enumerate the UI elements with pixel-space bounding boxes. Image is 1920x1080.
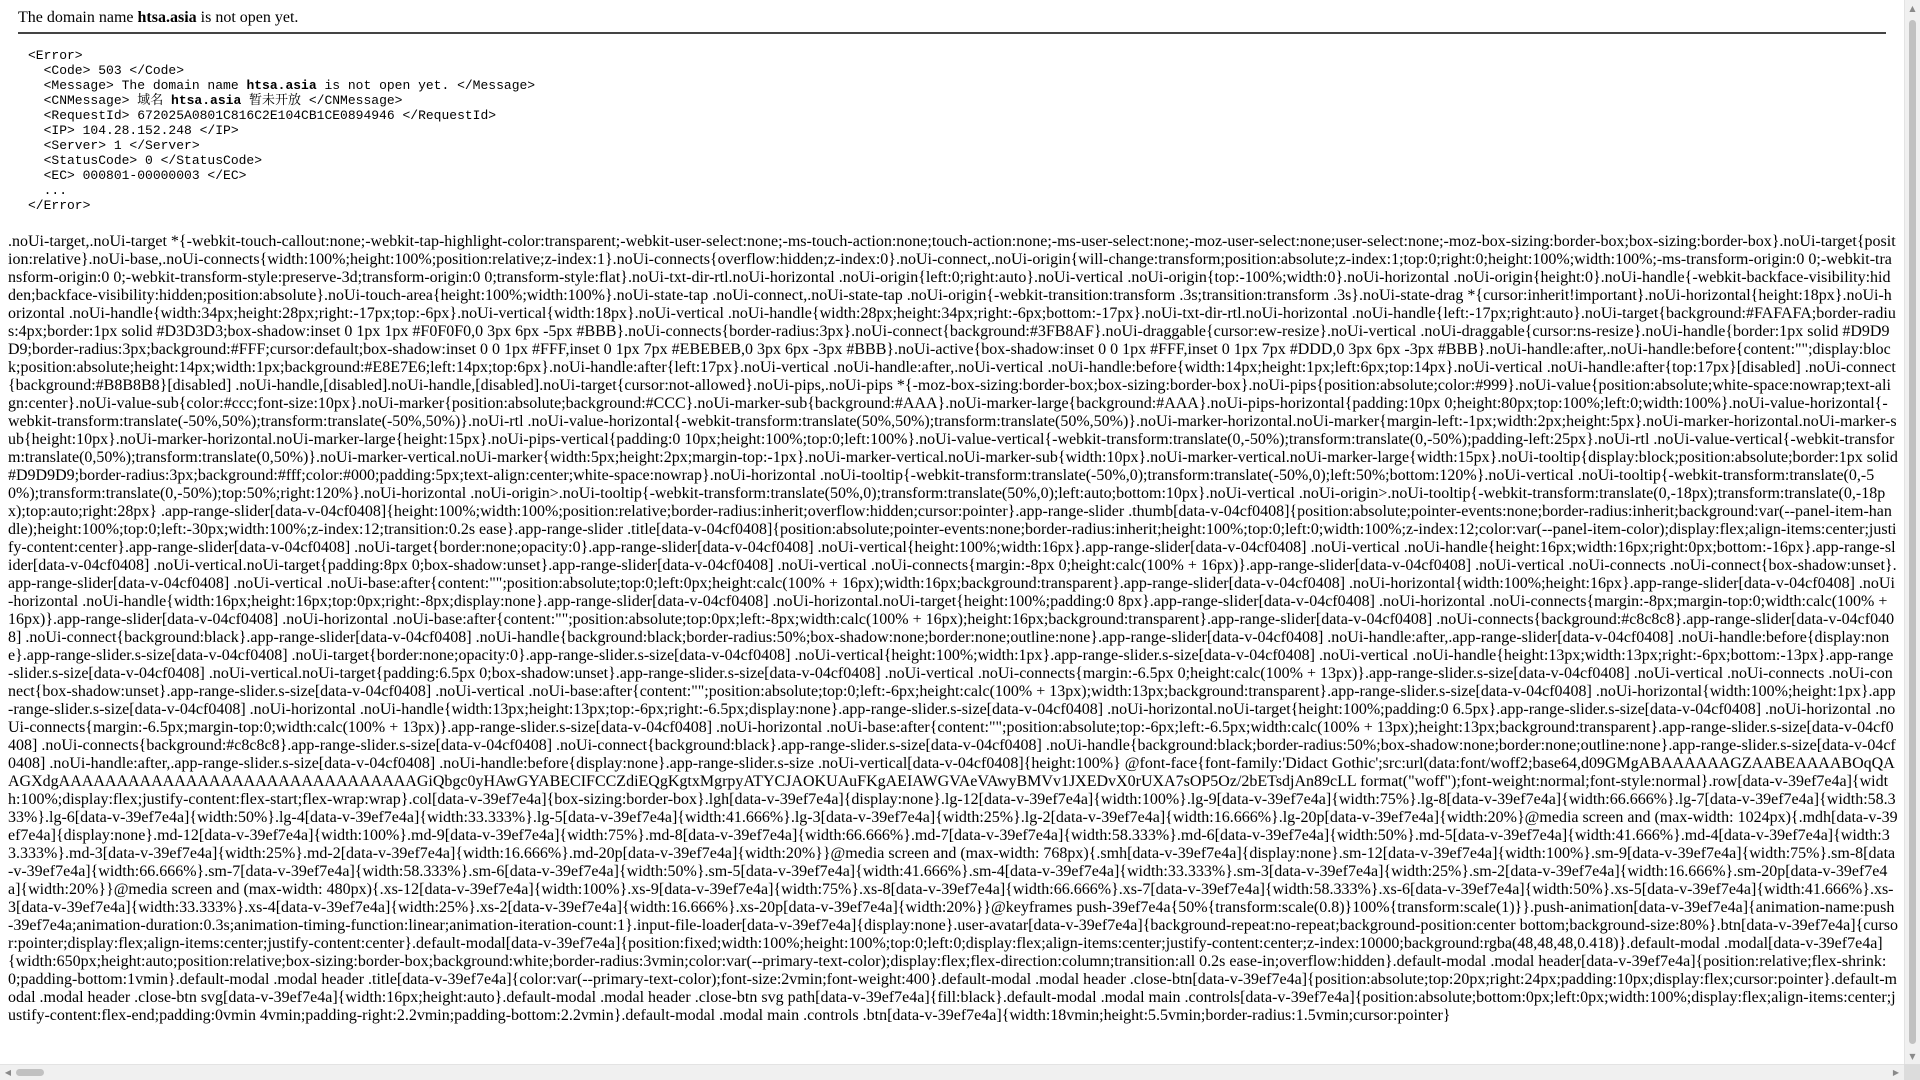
error-close-tag: </Error> [28,198,91,213]
vertical-scrollbar-thumb[interactable] [1909,20,1916,1044]
error-ellipsis-line: ... [28,183,68,198]
error-code-line: <Code> 503 </Code> [28,63,185,78]
headline-prefix: The domain name [18,9,138,26]
error-server-line: <Server> 1 </Server> [28,138,200,153]
error-request-id-line: <RequestId> 672025A0801C816C2E104CB1CE0894946 </RequestId> [28,108,497,123]
horizontal-scrollbar[interactable] [0,1064,1904,1080]
scroll-left-arrow-icon[interactable]: ◀ [4,1068,12,1077]
scroll-up-arrow-icon[interactable]: ▲ [1909,3,1916,13]
error-xml-block [28,48,1896,213]
error-message-suffix: is not open yet. </Message> [316,78,536,93]
horizontal-scrollbar-thumb[interactable] [16,1069,44,1076]
error-ec-line: <EC> 000801-00000003 </EC> [28,168,247,183]
error-cnmessage-prefix: <CNMessage> 域名 [28,93,172,108]
scrollbar-corner [1904,1064,1920,1080]
error-cnmessage-suffix: 暂未开放 </CNMessage> [241,93,403,108]
horizontal-rule [18,32,1886,34]
vertical-scrollbar[interactable] [1904,0,1920,1064]
raw-css-text: .noUi-target,.noUi-target *{-webkit-touch-callout:none;-webkit-tap-highlight-color:transparent;-webkit-user-select:none;-ms-touch-action:none;touch-action:none;-ms-user-select:none;-moz-user-select:none;user-select:none;-moz-box-sizing:border-box;box-sizing:border-box}.noUi-target{position:relative}.noUi-base,.noUi-connects{width:100%;height:100%;position:relative;z-index:1}.noUi-connects{overflow:hidden;z-index:0}.noUi-connect,.noUi-origin{will-change:transform;position:absolute;z-index:1;top:0;right:0;height:100%;width:100%;-ms-transform-origin:0 0;-webkit-transform-origin:0 0;-webkit-transform-style:preserve-3d;transform-origin:0 0;transform-style:flat}.noUi-txt-dir-rtl.noUi-horizontal .noUi-origin{left:0;right:auto}.noUi-vertical .noUi-origin{top:-100%;width:0}.noUi-horizontal .noUi-origin{height:0}.noUi-handle{-webkit-backface-visibility:hidden;backface-visibility:hidden;position:absolute}.noUi-touch-area{height:100%;width:100%}.noUi-state-tap .noUi-connect,.noUi-state-tap .noUi-origin{-webkit-transition:transform .3s;transition:transform .3s}.noUi-state-drag *{cursor:inherit!important}.noUi-horizontal{height:18px}.noUi-horizontal .noUi-handle{width:34px;height:28px;right:-17px;top:-6px}.noUi-vertical{width:18px}.noUi-vertical .noUi-handle{width:28px;height:34px;right:-6px;bottom:-17px}.noUi-txt-dir-rtl.noUi-horizontal .noUi-handle{left:-17px;right:auto}.noUi-target{background:#FAFAFA;border-radius:4px;border:1px solid #D3D3D3;box-shadow:inset 0 1px 1px #F0F0F0,0 3px 6px -5px #BBB}.noUi-connects{border-radius:3px}.noUi-connect{background:#3FB8AF}.noUi-draggable{cursor:ew-resize}.noUi-vertical .noUi-draggable{cursor:ns-resize}.noUi-handle{border:1px solid #D9D9D9;border-radius:3px;background:#FFF;cursor:default;box-shadow:inset 0 0 1px #FFF,inset 0 1px 7px #EBEBEB,0 3px 6px -3px #BBB}.noUi-active{box-shadow:inset 0 0 1px #FFF,inset 0 1px 7px #DDD,0 3px 6px -3px #BBB}.noUi-handle:after,.noUi-handle:before{content:"";display:block;position:absolute;height:14px;width:1px;background:#E8E7E6;left:14px;top:6px}.noUi-handle:after{left:17px}.noUi-vertical .noUi-handle:after,.noUi-vertical .noUi-handle:before{width:14px;height:1px;left:6px;top:14px}.noUi-vertical .noUi-handle:after{top:17px}[disabled] .noUi-connect{background:#B8B8B8}[disabled] .noUi-handle,[disabled].noUi-handle,[disabled].noUi-target{cursor:not-allowed}.noUi-pips,.noUi-pips *{-moz-box-sizing:border-box;box-sizing:border-box}.noUi-pips{position:absolute;color:#999}.noUi-value{position:absolute;white-space:nowrap;text-align:center}.noUi-value-sub{color:#ccc;font-size:10px}.noUi-marker{position:absolute;background:#CCC}.noUi-marker-sub{background:#AAA}.noUi-marker-large{background:#AAA}.noUi-pips-horizontal{padding:10px 0;height:80px;top:100%;left:0;width:100%}.noUi-value-horizontal{-webkit-transform:translate(-50%,50%);transform:translate(-50%,50%)}.noUi-rtl .noUi-value-horizontal{-webkit-transform:translate(50%,50%);transform:translate(50%,50%)}.noUi-marker-horizontal.noUi-marker{margin-left:-1px;width:2px;height:5px}.noUi-marker-horizontal.noUi-marker-sub{height:10px}.noUi-marker-horizontal.noUi-marker-large{height:15px}.noUi-pips-vertical{padding:0 10px;height:100%;top:0;left:100%}.noUi-value-vertical{-webkit-transform:translate(0,-50%);transform:translate(0,-50%);padding-left:25px}.noUi-rtl .noUi-value-vertical{-webkit-transform:translate(0,50%);transform:translate(0,50%)}.noUi-marker-vertical.noUi-marker{width:5px;height:2px;margin-top:-1px}.noUi-marker-vertical.noUi-marker-sub{width:10px}.noUi-marker-vertical.noUi-marker-large{width:15px}.noUi-tooltip{display:block;position:absolute;border:1px solid #D9D9D9;border-radius:3px;background:#fff;color:#000;padding:5px;text-align:center;white-space:nowrap}.noUi-horizontal .noUi-tooltip{-webkit-transform:translate(-50%,0);transform:translate(-50%,0);left:50%;bottom:120%}.noUi-vertical .noUi-tooltip{-webkit-transform:translate(0,-50%);transform:translate(0,-50%);top:50%;right:120%}.noUi-horizontal .noUi-origin>.noUi-tooltip{-webkit-transform:translate(50%,0);transform:translate(50%,0);left:auto;bottom:10px}.noUi-vertical .noUi-origin>.noUi-tooltip{-webkit-transform:translate(0,-18px);transform:translate(0,-18px);top:auto;right:28px} .app-range-slider[data-v-04cf0408]{height:100%;width:100%;position:relative;border-radius:inherit;overflow:hidden;cursor:pointer}.app-range-slider .thumb[data-v-04cf0408]{position:absolute;pointer-events:none;border-radius:inherit;background:var(--panel-item-handle);height:100%;top:0;left:-30px;width:100%;z-index:12;transition:0.2s ease}.app-range-slider .title[data-v-04cf0408]{position:absolute;pointer-events:none;border-radius:inherit;height:100%;top:0;left:0;width:100%;z-index:12;color:var(--panel-item-color);display:flex;align-items:center;justify-content:center}.app-range-slider[data-v-04cf0408] .noUi-target{border:none;opacity:0}.app-range-slider[data-v-04cf0408] .noUi-vertical{height:100%;width:16px}.app-range-slider[data-v-04cf0408] .noUi-vertical .noUi-handle{height:16px;width:16px;right:0px;bottom:-16px}.app-range-slider[data-v-04cf0408] .noUi-vertical.noUi-target{padding:8px 0;box-shadow:unset}.app-range-slider[data-v-04cf0408] .noUi-vertical .noUi-connects{margin:-8px 0;height:calc(100% + 16px)}.app-range-slider[data-v-04cf0408] .noUi-vertical .noUi-connects .noUi-connect{box-shadow:unset}.app-range-slider[data-v-04cf0408] .noUi-vertical .noUi-base:after{content:"";position:absolute;top:0;left:0px;height:calc(100% + 16px);width:16px;background:transparent}.app-range-slider[data-v-04cf0408] .noUi-horizontal{width:100%;height:16px}.app-range-slider[data-v-04cf0408] .noUi-horizontal .noUi-handle{width:16px;height:16px;top:0px;right:-8px;display:none}.app-range-slider[data-v-04cf0408] .noUi-horizontal.noUi-target{height:100%;padding:0 8px}.app-range-slider[data-v-04cf0408] .noUi-horizontal .noUi-connects{margin:-8px;margin-top:0;width:calc(100% + 16px)}.app-range-slider[data-v-04cf0408] .noUi-horizontal .noUi-base:after{content:"";position:absolute;top:0px;left:-8px;width:calc(100% + 16px);height:16px;background:transparent}.app-range-slider[data-v-04cf0408] .noUi-connects{background:#c8c8c8}.app-range-slider[data-v-04cf0408] .noUi-connect{background:black}.app-range-slider[data-v-04cf0408] .noUi-handle{background:black;border-radius:50%;box-shadow:none;border:none;outline:none}.app-range-slider[data-v-04cf0408] .noUi-handle:after,.app-range-slider[data-v-04cf0408] .noUi-handle:before{display:none}.app-range-slider.s-size[data-v-04cf0408] .noUi-target{border:none;opacity:0}.app-range-slider.s-size[data-v-04cf0408] .noUi-vertical{height:100%;width:1px}.app-range-slider.s-size[data-v-04cf0408] .noUi-vertical .noUi-handle{height:13px;width:13px;right:-6px;bottom:-13px}.app-range-slider.s-size[data-v-04cf0408] .noUi-vertical.noUi-target{padding:6.5px 0;box-shadow:unset}.app-range-slider.s-size[data-v-04cf0408] .noUi-vertical .noUi-connects{margin:-6.5px 0;height:calc(100% + 13px)}.app-range-slider.s-size[data-v-04cf0408] .noUi-vertical .noUi-connects .noUi-connect{box-shadow:unset}.app-range-slider.s-size[data-v-04cf0408] .noUi-vertical .noUi-base:after{content:"";position:absolute;top:0;left:-6px;height:calc(100% + 13px);width:13px;background:transparent}.app-range-slider.s-size[data-v-04cf0408] .noUi-horizontal{width:100%;height:1px}.app-range-slider.s-size[data-v-04cf0408] .noUi-horizontal .noUi-handle{width:13px;height:13px;top:-6px;right:-6.5px;display:none}.app-range-slider.s-size[data-v-04cf0408] .noUi-horizontal.noUi-target{height:100%;padding:0 6.5px}.app-range-slider.s-size[data-v-04cf0408] .noUi-horizontal .noUi-connects{margin:-6.5px;margin-top:0;width:calc(100% + 13px)}.app-range-slider.s-size[data-v-04cf0408] .noUi-horizontal .noUi-base:after{content:"";position:absolute;top:-6px;left:-6.5px;width:calc(100% + 13px);height:13px;background:transparent}.app-range-slider.s-size[data-v-04cf0408] .noUi-connects{background:#c8c8c8}.app-range-slider.s-size[data-v-04cf0408] .noUi-connect{background:black}.app-range-slider.s-size[data-v-04cf0408] .noUi-handle{background:black;border-radius:50%;box-shadow:none;border:none;outline:none}.app-range-slider.s-size[data-v-04cf0408] .noUi-handle:after,.app-range-slider.s-size[data-v-04cf0408] .noUi-handle:before{display:none}.app-range-slider.s-size .noUi-vertical[data-v-04cf0408]{height:100%} @font-face{font-family:'Didact Gothic';src:url(data:font/woff2;base64,d09GMgABAAAAAAGZAABEAAAABOqQAAGXdgAAAAAAAAAAAAAAAAAAAAAAAAAAAAAAAGiQbgc0yHAwGYABECIFCCZdiEQgKgtxMgrpyATYCJAOKUAuFKgAEIAWGVAeVAwyBMVv1JXEDvX0rUXA7sOP5Oz/2bETsdjAn89cLL format("woff");font-weight:normal;font-style:normal}.row[data-v-39ef7e4a]{width:100%;display:flex;justify-content:flex-start;flex-wrap:wrap}.col[data-v-39ef7e4a]{box-sizing:border-box}.lgh[data-v-39ef7e4a]{display:none}.lg-12[data-v-39ef7e4a]{width:100%}.lg-9[data-v-39ef7e4a]{width:75%}.lg-8[data-v-39ef7e4a]{width:66.666%}.lg-7[data-v-39ef7e4a]{width:58.333%}.lg-6[data-v-39ef7e4a]{width:50%}.lg-4[data-v-39ef7e4a]{width:33.333%}.lg-5[data-v-39ef7e4a]{width:41.666%}.lg-3[data-v-39ef7e4a]{width:25%}.lg-2[data-v-39ef7e4a]{width:16.666%}.lg-20p[data-v-39ef7e4a]{width:20%}@media screen and (max-width: 1024px){.mdh[data-v-39ef7e4a]{display:none}.md-12[data-v-39ef7e4a]{width:100%}.md-9[data-v-39ef7e4a]{width:75%}.md-8[data-v-39ef7e4a]{width:66.666%}.md-7[data-v-39ef7e4a]{width:58.333%}.md-6[data-v-39ef7e4a]{width:50%}.md-5[data-v-39ef7e4a]{width:41.666%}.md-4[data-v-39ef7e4a]{width:33.333%}.md-3[data-v-39ef7e4a]{width:25%}.md-2[data-v-39ef7e4a]{width:16.666%}.md-20p[data-v-39ef7e4a]{width:20%}}@media screen and (max-width: 768px){.smh[data-v-39ef7e4a]{display:none}.sm-12[data-v-39ef7e4a]{width:100%}.sm-9[data-v-39ef7e4a]{width:75%}.sm-8[data-v-39ef7e4a]{width:66.666%}.sm-7[data-v-39ef7e4a]{width:58.333%}.sm-6[data-v-39ef7e4a]{width:50%}.sm-5[data-v-39ef7e4a]{width:41.666%}.sm-4[data-v-39ef7e4a]{width:33.333%}.sm-3[data-v-39ef7e4a]{width:25%}.sm-2[data-v-39ef7e4a]{width:16.666%}.sm-20p[data-v-39ef7e4a]{width:20%}}@media screen and (max-width: 480px){.xs-12[data-v-39ef7e4a]{width:100%}.xs-9[data-v-39ef7e4a]{width:75%}.xs-8[data-v-39ef7e4a]{width:66.666%}.xs-7[data-v-39ef7e4a]{width:58.333%}.xs-6[data-v-39ef7e4a]{width:50%}.xs-5[data-v-39ef7e4a]{width:41.666%}.xs-3[data-v-39ef7e4a]{width:33.333%}.xs-4[data-v-39ef7e4a]{width:25%}.xs-2[data-v-39ef7e4a]{width:16.666%}.xs-20p[data-v-39ef7e4a]{width:20%}}@keyframes push-39ef7e4a{50%{transform:scale(0.8)}100%{transform:scale(1)}}.push-animation[data-v-39ef7e4a]{animation-name:push-39ef7e4a;animation-duration:0.3s;animation-timing-function:linear;animation-iteration-count:1}.input-file-loader[data-v-39ef7e4a]{display:none}.user-avatar[data-v-39ef7e4a]{background-repeat:no-repeat;background-position:center bottom;background-size:80%}.btn[data-v-39ef7e4a]{cursor:pointer;display:flex;align-items:center;justify-content:center}.default-modal[data-v-39ef7e4a]{position:fixed;width:100%;height:100%;top:0;left:0;display:flex;align-items:center;justify-content:center;z-index:10000;background:rgba(48,48,48,0.418)}.default-modal .modal[data-v-39ef7e4a]{width:650px;height:auto;position:relative;box-sizing:border-box;background:white;border-radius:3vmin;color:var(--primary-text-color);display:flex;flex-direction:column;transition:all 0.2s ease-in;overflow:hidden}.default-modal .modal header[data-v-39ef7e4a]{position:relative;flex-shrink:0;padding-bottom:1vmin}.default-modal .modal header .title[data-v-39ef7e4a]{color:var(--primary-text-color);font-size:2vmin;font-weight:400}.default-modal .modal header .close-btn[data-v-39ef7e4a]{position:absolute;top:20px;right:24px;padding:10px;display:flex;cursor:pointer}.default-modal .modal header .close-btn svg[data-v-39ef7e4a]{width:16px;height:auto}.default-modal .modal header .close-btn svg path[data-v-39ef7e4a]{fill:black}.default-modal .modal main .controls[data-v-39ef7e4a]{position:absolute;bottom:0px;left:0px;width:100%;display:flex;align-items:center;justify-content:flex-end;padding:0vmin 4vmin;padding-right:2.2vmin;padding-bottom:2.2vmin}.default-modal .modal main .controls .btn[data-v-39ef7e4a]{width:18vmin;height:5.5vmin;border-radius:1.5vmin;cursor:pointer} [8,233,1898,1024]
error-status-code-line: <StatusCode> 0 </StatusCode> [28,153,263,168]
headline-suffix: is not open yet. [196,9,299,26]
error-message-prefix: <Message> The domain name [28,78,247,93]
scroll-right-arrow-icon[interactable]: ▶ [1892,1068,1900,1077]
page-headline [18,8,1896,28]
error-open-tag: <Error> [28,48,83,63]
headline-domain: htsa.asia [137,9,197,26]
error-ip-line: <IP> 104.28.152.248 </IP> [28,123,239,138]
error-message-domain: htsa.asia [246,78,317,93]
scroll-down-arrow-icon[interactable]: ▼ [1909,1051,1916,1061]
error-cnmessage-domain: htsa.asia [171,93,242,108]
